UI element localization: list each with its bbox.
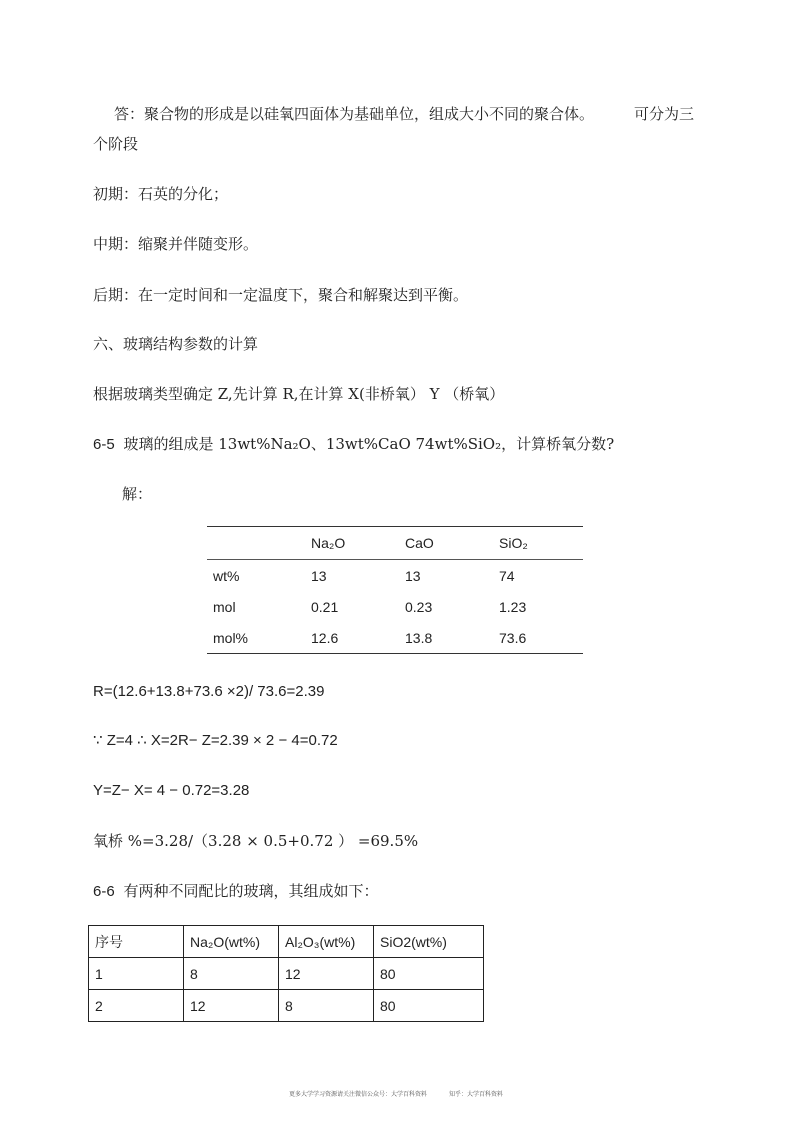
table-cell: mol% — [213, 629, 249, 646]
problem-number: 6-6 — [93, 883, 115, 900]
answer-line-2: 个阶段 — [93, 135, 139, 153]
table-header-cell: SiO₂ — [493, 527, 583, 560]
problem-text: 玻璃的组成是 13wt%Na₂O、13wt%CaO 74wt%SiO₂，计算桥氧分数? — [123, 435, 615, 453]
table-cell: 1.23 — [499, 598, 527, 615]
answer-text: 答：聚合物的形成是以硅氧四面体为基础单位，组成大小不同的聚合体。 — [114, 105, 595, 123]
table-cell: 12 — [279, 958, 374, 990]
calc-y: Y=Z− X= 4 − 0.72=3.28 — [93, 782, 250, 799]
section-heading-6: 六、玻璃结构参数的计算 — [93, 335, 259, 353]
table-cell: mol — [213, 598, 236, 615]
table-header-row — [207, 527, 583, 560]
table-cell: 0.21 — [311, 598, 339, 615]
table-cell: 12.6 — [311, 629, 339, 646]
table-cell: 1 — [89, 958, 184, 990]
table-header-cell: Na₂O(wt%) — [184, 926, 279, 958]
table-cell: 73.6 — [499, 629, 527, 646]
problem-number: 6-5 — [93, 436, 115, 453]
calc-bridge-oxygen: 氧桥 %=3.28/（3.28 × 0.5+0.72 ） =69.5% — [93, 832, 419, 850]
answer-text-tail: 可分为三 — [634, 105, 695, 123]
table-cell: 2 — [89, 990, 184, 1022]
table-header-cell: 序号 — [89, 926, 184, 958]
table-cell: 74 — [499, 567, 515, 584]
table-cell: 13.8 — [405, 629, 433, 646]
calc-zx: ∵ Z=4 ∴ X=2R− Z=2.39 × 2 − 4=0.72 — [93, 732, 338, 749]
problem-text: 有两种不同配比的玻璃，其组成如下： — [123, 882, 379, 900]
table-cell: 80 — [374, 990, 484, 1022]
table-header-cell: SiO2(wt%) — [374, 926, 484, 958]
table-cell: 13 — [405, 567, 421, 584]
table-cell: wt% — [213, 567, 240, 584]
calc-r: R=(12.6+13.8+73.6 ×2)/ 73.6=2.39 — [93, 683, 325, 700]
table-cell: 8 — [279, 990, 374, 1022]
table-cell: 0.23 — [405, 598, 433, 615]
page-footer — [0, 1089, 792, 1098]
method-line: 根据玻璃类型确定 Z,先计算 R,在计算 X(非桥氧） Y （桥氧） — [93, 385, 505, 403]
table-row — [89, 958, 484, 990]
stage-late: 后期：在一定时间和一定温度下，聚合和解聚达到平衡。 — [93, 286, 469, 304]
stage-middle: 中期：缩聚并伴随变形。 — [93, 235, 259, 253]
table-cell: 8 — [184, 958, 279, 990]
table-header-cell: Al₂O₃(wt%) — [279, 926, 374, 958]
table-cell: 12 — [184, 990, 279, 1022]
table-row — [207, 560, 583, 592]
table-cell: 80 — [374, 958, 484, 990]
table-header-row — [89, 926, 484, 958]
footer-wechat: 更多大学学习资源请关注微信公众号：大学百科资料 — [289, 1091, 428, 1098]
problem-6-6 — [93, 881, 378, 902]
stage-early: 初期：石英的分化； — [93, 185, 229, 203]
answer-line-1 — [114, 104, 704, 124]
composition-table — [207, 526, 583, 654]
solution-label: 解： — [122, 485, 153, 503]
footer-zhihu: 知乎：大学百科资料 — [448, 1091, 503, 1098]
table-header-cell: CaO — [399, 527, 493, 560]
table-row — [89, 990, 484, 1022]
table-cell: 13 — [311, 567, 327, 584]
ratio-table — [88, 925, 484, 1022]
table-header-cell: Na₂O — [305, 527, 399, 560]
table-header-cell — [207, 527, 305, 560]
table-row — [207, 591, 583, 622]
table-row — [207, 622, 583, 654]
problem-6-5 — [93, 434, 614, 455]
